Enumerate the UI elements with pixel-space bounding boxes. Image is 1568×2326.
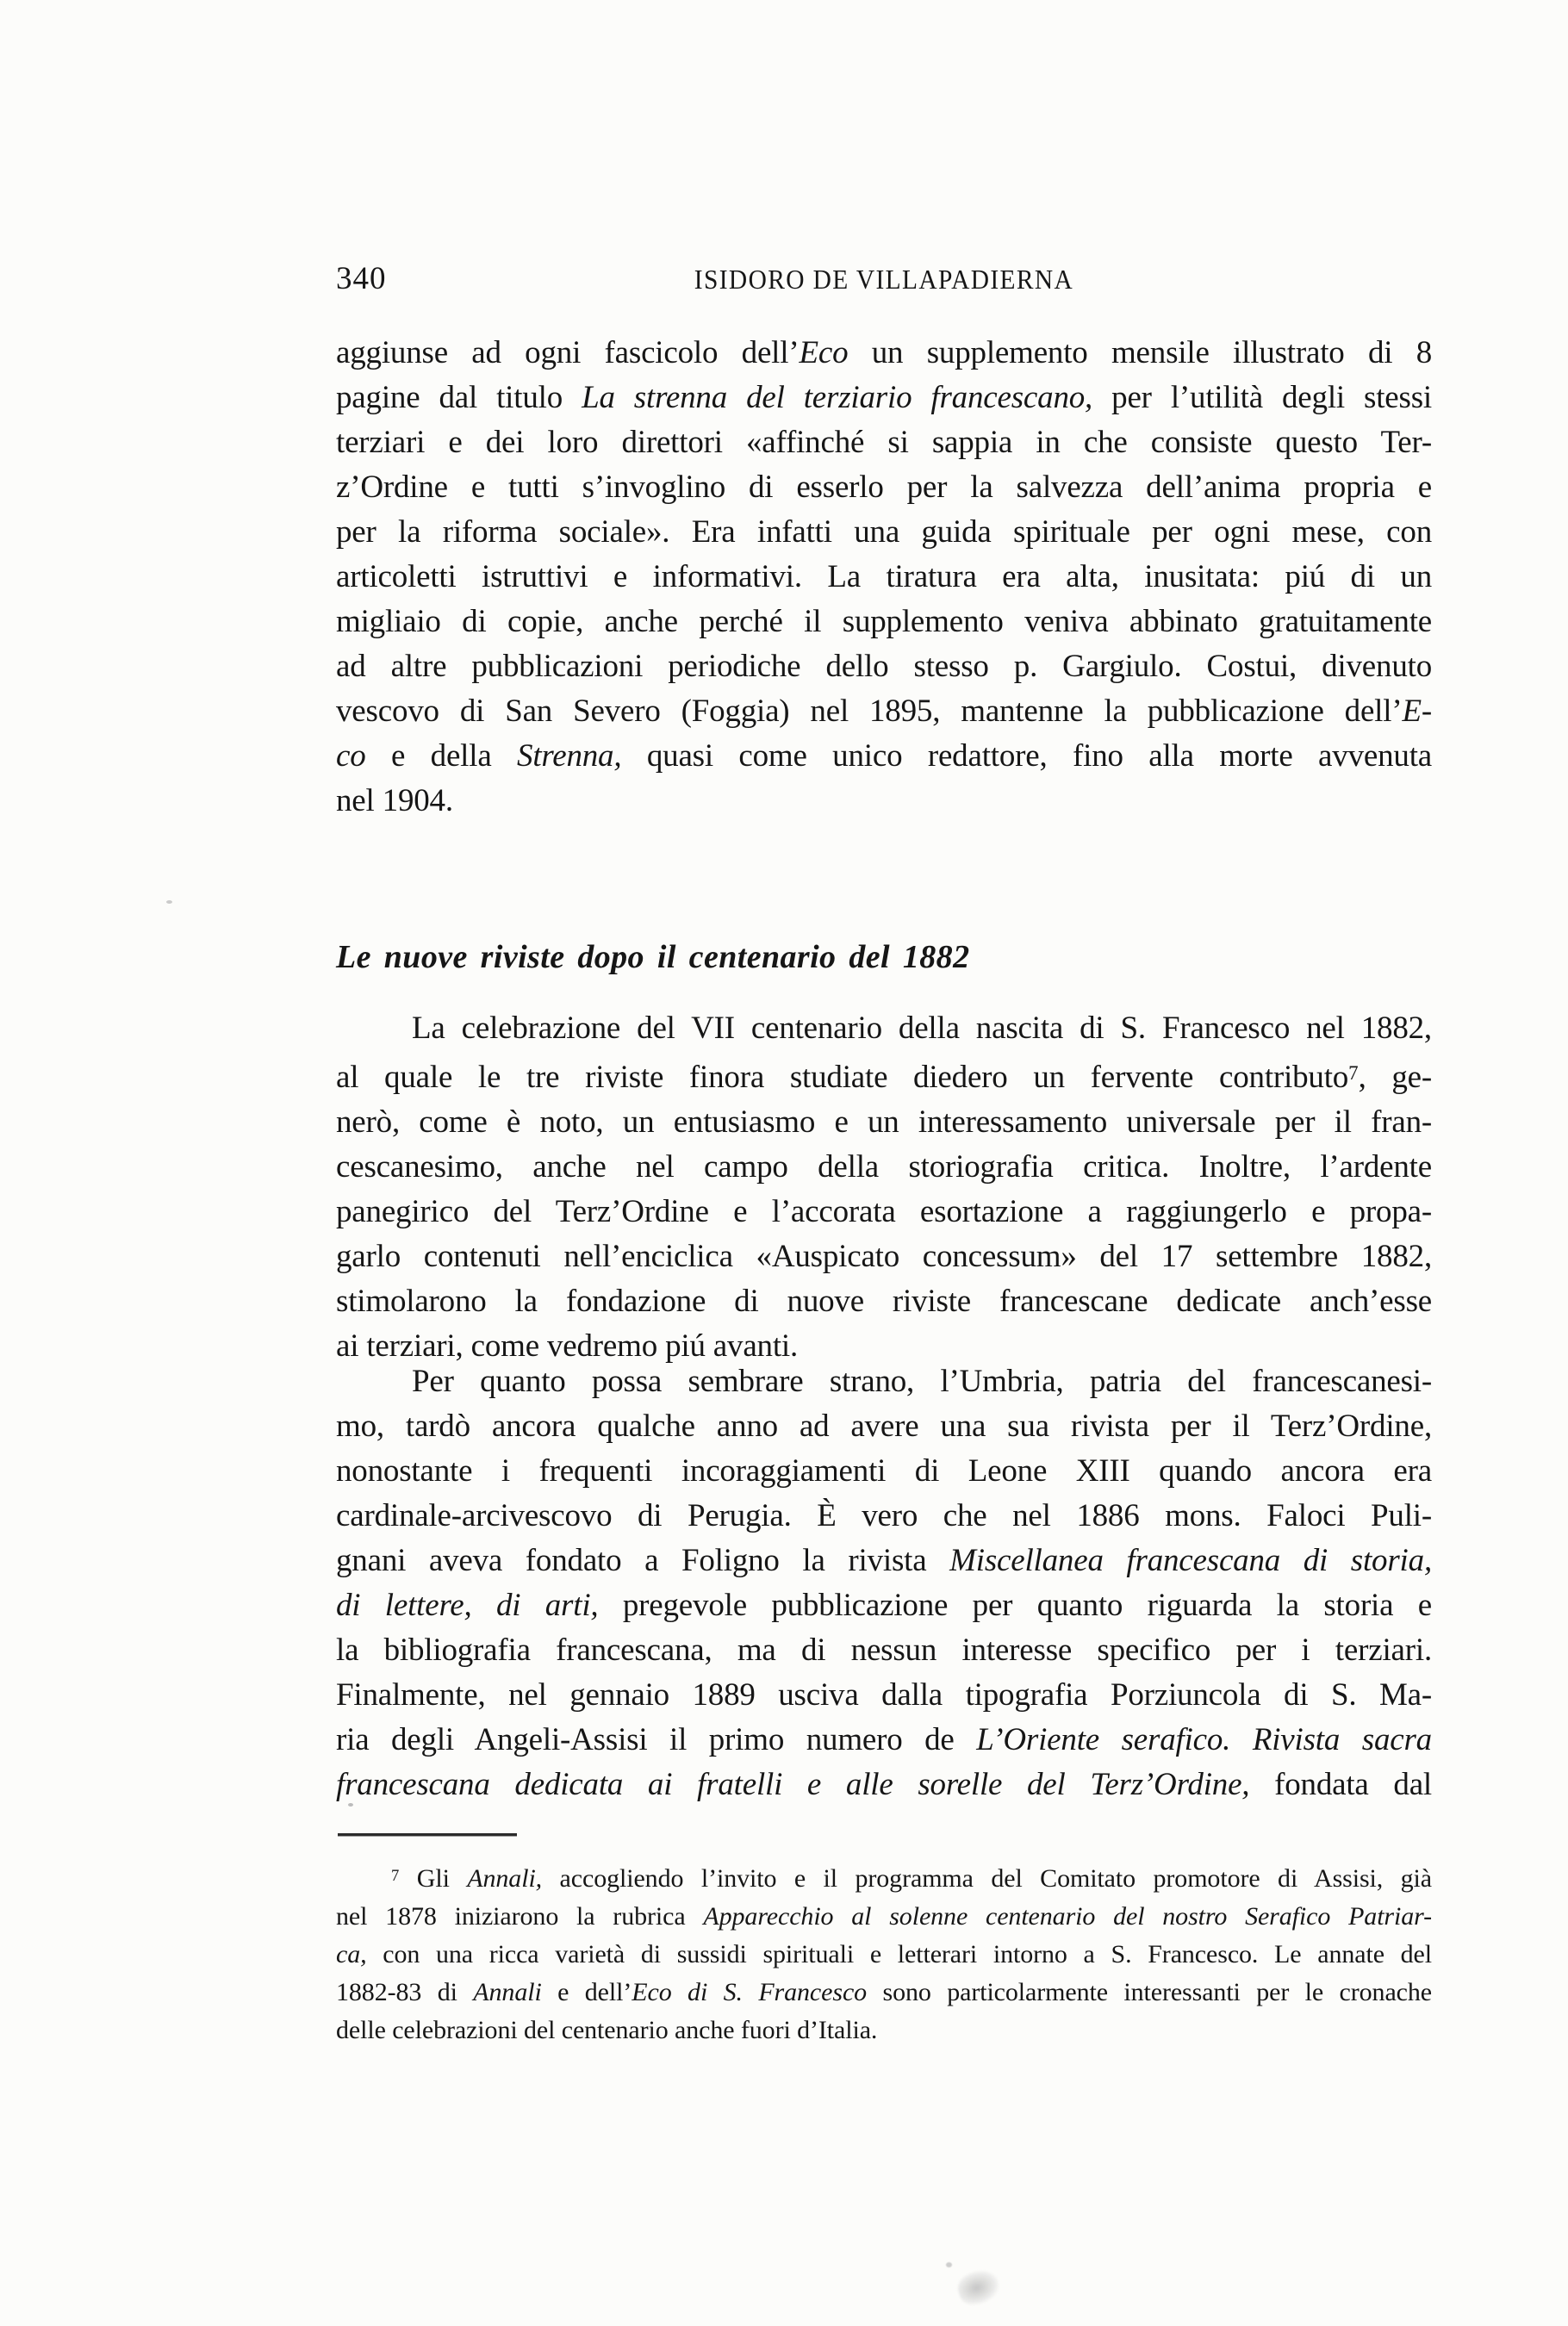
text-segment: 1882-83 di bbox=[336, 1978, 474, 2006]
text-segment: per l’utilità degli stessi bbox=[1092, 380, 1432, 415]
text-segment: Gli bbox=[399, 1864, 468, 1893]
paragraph-3 bbox=[336, 1359, 1432, 1807]
text-line-content bbox=[336, 1767, 1432, 1802]
text-line bbox=[336, 1051, 1432, 1100]
text-segment: nel 1878 iniziarono la rubrica bbox=[336, 1902, 704, 1931]
italic-text: francescana dedicata ai fratelli e alle sorelle del Terz’Ordine, bbox=[336, 1767, 1250, 1802]
text-segment: garlo contenuti nell’enciclica «Auspicato concessum» del 17 settembre 1882, bbox=[336, 1239, 1432, 1274]
text-line-content bbox=[336, 1722, 1432, 1757]
text-line bbox=[336, 779, 1432, 824]
italic-text: Le nuove riviste dopo il centenario del 1882 bbox=[336, 938, 970, 975]
text-line-content bbox=[336, 1409, 1432, 1444]
italic-text: L’Oriente serafico. Rivista sacra bbox=[976, 1722, 1432, 1757]
text-segment: pregevole pubblicazione per quanto riguarda la storia e bbox=[598, 1588, 1432, 1623]
text-line bbox=[336, 376, 1432, 420]
italic-text: ca, bbox=[336, 1940, 367, 1968]
section-heading bbox=[336, 935, 1432, 980]
page-header bbox=[336, 258, 1432, 296]
text-line bbox=[336, 510, 1432, 555]
text-line bbox=[336, 935, 1432, 980]
text-line-content bbox=[336, 559, 1432, 594]
text-segment: cardinale-arcivescovo di Perugia. È vero che nel 1886 mons. Faloci Puli- bbox=[336, 1498, 1432, 1533]
text-line bbox=[336, 420, 1432, 465]
text-segment: stimolarono la fondazione di nuove riviste francescane dedicate anch’esse bbox=[336, 1284, 1432, 1319]
text-line-content bbox=[336, 1328, 798, 1364]
superscript-marker: 7 bbox=[391, 1867, 400, 1885]
text-segment: terziari e dei loro direttori «affinché si sappia in che consiste questo Ter- bbox=[336, 425, 1432, 460]
text-segment: ai terziari, come vedremo piú avanti. bbox=[336, 1328, 799, 1364]
italic-text: La strenna del terziario francescano, bbox=[582, 380, 1093, 415]
text-line-content bbox=[336, 604, 1432, 639]
text-segment: delle celebrazioni del centenario anche fuori d’Italia. bbox=[336, 2016, 878, 2044]
text-line-content bbox=[412, 1364, 1432, 1399]
text-line-content bbox=[391, 1864, 1432, 1893]
italic-text: Eco bbox=[799, 335, 849, 370]
text-segment: al quale le tre riviste finora studiate diedero un fervente contributo bbox=[336, 1060, 1349, 1095]
text-line-content bbox=[336, 380, 1432, 415]
text-line-content bbox=[336, 939, 969, 975]
scan-smudge bbox=[954, 2266, 1003, 2310]
text-segment: migliaio di copie, anche perché il supplemento veniva abbinato gratuitamente bbox=[336, 604, 1432, 639]
text-line bbox=[336, 1898, 1432, 1936]
text-segment: ria degli Angeli-Assisi il primo numero de bbox=[336, 1722, 977, 1757]
text-line-content bbox=[336, 1060, 1432, 1095]
italic-text: Strenna, bbox=[517, 738, 622, 774]
text-line bbox=[336, 1936, 1432, 1974]
scan-speck bbox=[166, 900, 172, 904]
text-segment: articoletti istruttivi e informativi. La tiratura era alta, inusitata: piú di un bbox=[336, 559, 1432, 594]
running-title: ISIDORO DE VILLAPADIERNA bbox=[694, 264, 1074, 295]
text-segment: pagine dal titulo bbox=[336, 380, 582, 415]
text-segment: sono particolarmente interessanti per le cronache bbox=[867, 1978, 1432, 2006]
text-line bbox=[336, 1006, 1432, 1051]
paragraph-2 bbox=[336, 1006, 1432, 1369]
footnote bbox=[336, 1857, 1432, 2049]
text-line-content bbox=[336, 1543, 1432, 1578]
text-line-content bbox=[336, 1633, 1432, 1668]
text-segment: panegirico del Terz’Ordine e l’accorata esortazione a raggiungerlo e propa- bbox=[336, 1194, 1432, 1229]
text-line bbox=[336, 1673, 1432, 1718]
text-line bbox=[336, 600, 1432, 644]
text-line-content bbox=[336, 649, 1432, 684]
text-segment: quasi come unico redattore, fino alla morte avvenuta bbox=[621, 738, 1433, 774]
text-line bbox=[336, 1190, 1432, 1235]
italic-text: Apparecchio al solenne centenario del nostro Serafico Patriar- bbox=[703, 1902, 1433, 1931]
text-segment: fondata dal bbox=[1249, 1767, 1432, 1802]
text-line-content bbox=[336, 514, 1432, 550]
text-line-content bbox=[336, 425, 1432, 460]
text-line-content bbox=[336, 693, 1432, 729]
text-line bbox=[336, 331, 1432, 376]
text-segment: nerò, come è noto, un entusiasmo e un interessamento universale per il fran- bbox=[336, 1104, 1432, 1140]
text-line-content bbox=[336, 1677, 1432, 1713]
text-segment: un supplemento mensile illustrato di 8 bbox=[848, 335, 1432, 370]
text-line-content bbox=[336, 783, 453, 818]
text-line bbox=[336, 689, 1432, 734]
text-segment: z’Ordine e tutti s’invoglino di esserlo per la salvezza dell’anima propria e bbox=[336, 470, 1432, 505]
text-line-content bbox=[336, 1453, 1432, 1489]
text-segment: cescanesimo, anche nel campo della storiografia critica. Inoltre, l’ardente bbox=[336, 1149, 1432, 1185]
page-number: 340 bbox=[336, 261, 387, 296]
text-line bbox=[336, 1359, 1432, 1404]
text-segment: Finalmente, nel gennaio 1889 usciva dalla tipografia Porziuncola di S. Ma- bbox=[336, 1677, 1432, 1713]
text-line bbox=[336, 1145, 1432, 1190]
text-segment: gnani aveva fondato a Foligno la rivista bbox=[336, 1543, 950, 1578]
text-line bbox=[336, 1279, 1432, 1324]
text-line-content bbox=[336, 1902, 1432, 1931]
text-line bbox=[336, 555, 1432, 600]
italic-text: Eco di S. Francesco bbox=[632, 1978, 868, 2006]
text-line bbox=[336, 734, 1432, 779]
text-line-content bbox=[336, 738, 1432, 774]
text-line bbox=[336, 1718, 1432, 1763]
text-line bbox=[336, 1763, 1432, 1807]
text-line-content bbox=[336, 1149, 1432, 1185]
scan-speck bbox=[946, 2262, 952, 2267]
text-line-content bbox=[336, 1588, 1432, 1623]
text-line-content bbox=[336, 1498, 1432, 1533]
text-line-content bbox=[336, 335, 1432, 370]
text-line bbox=[336, 1857, 1432, 1898]
text-line bbox=[336, 1235, 1432, 1279]
text-line bbox=[336, 1100, 1432, 1145]
text-line-content bbox=[336, 470, 1432, 505]
text-segment: , ge- bbox=[1358, 1060, 1432, 1095]
text-segment: con una ricca varietà di sussidi spirituali e letterari intorno a S. Francesco. Le annate del bbox=[366, 1940, 1432, 1968]
text-line bbox=[336, 1449, 1432, 1494]
italic-text: Miscellanea francescana di storia, bbox=[949, 1543, 1432, 1578]
text-line-content bbox=[336, 2016, 877, 2044]
footnote-rule bbox=[338, 1833, 517, 1836]
text-segment: La celebrazione del VII centenario della nascita di S. Francesco nel 1882, bbox=[412, 1011, 1432, 1046]
text-line bbox=[336, 1404, 1432, 1449]
text-line bbox=[336, 2012, 1432, 2049]
paragraph-1 bbox=[336, 331, 1432, 824]
text-line bbox=[336, 644, 1432, 689]
text-segment: Per quanto possa sembrare strano, l’Umbria, patria del francescanesi- bbox=[412, 1364, 1432, 1399]
text-line-content bbox=[336, 1104, 1432, 1140]
text-line bbox=[336, 1628, 1432, 1673]
italic-text: di lettere, di arti, bbox=[336, 1588, 599, 1623]
text-line bbox=[336, 1583, 1432, 1628]
text-line-content bbox=[336, 1940, 1432, 1968]
italic-text: Annali bbox=[473, 1978, 542, 2006]
text-line bbox=[336, 465, 1432, 510]
text-segment: accogliendo l’invito e il programma del Comitato promotore di Assisi, già bbox=[542, 1864, 1432, 1893]
italic-text: co bbox=[336, 738, 366, 774]
text-segment: mo, tardò ancora qualche anno ad avere una sua rivista per il Terz’Ordine, bbox=[336, 1409, 1432, 1444]
text-line bbox=[336, 1494, 1432, 1539]
text-line-content bbox=[336, 1194, 1432, 1229]
italic-text: E- bbox=[1402, 693, 1432, 729]
text-segment: la bibliografia francescana, ma di nessun interesse specifico per i terziari. bbox=[336, 1633, 1432, 1668]
superscript-marker: 7 bbox=[1348, 1062, 1359, 1084]
text-segment: vescovo di San Severo (Foggia) nel 1895, mantenne la pubblicazione dell’ bbox=[336, 693, 1403, 729]
text-segment: e della bbox=[365, 738, 518, 774]
text-line-content bbox=[336, 1239, 1432, 1274]
text-line-content bbox=[336, 1978, 1432, 2006]
italic-text: Annali, bbox=[467, 1864, 543, 1893]
text-line-content bbox=[336, 1284, 1432, 1319]
text-segment: nel 1904. bbox=[336, 783, 453, 818]
text-line bbox=[336, 1539, 1432, 1583]
text-line-content bbox=[412, 1011, 1432, 1046]
text-segment: e dell’ bbox=[541, 1978, 632, 2006]
text-segment: per la riforma sociale». Era infatti una guida spirituale per ogni mese, con bbox=[336, 514, 1432, 550]
text-segment: nonostante i frequenti incoraggiamenti di Leone XIII quando ancora era bbox=[336, 1453, 1432, 1489]
text-segment: aggiunse ad ogni fascicolo dell’ bbox=[336, 335, 800, 370]
text-line bbox=[336, 1974, 1432, 2012]
text-segment: ad altre pubblicazioni periodiche dello stesso p. Gargiulo. Costui, divenuto bbox=[336, 649, 1432, 684]
